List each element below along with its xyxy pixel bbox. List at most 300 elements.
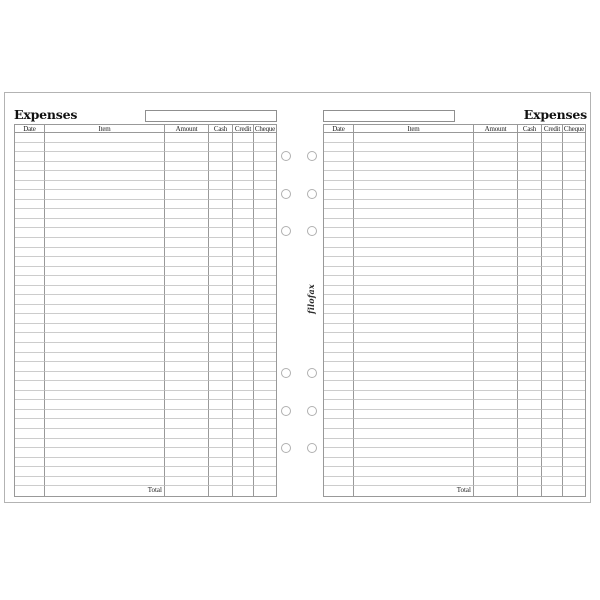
table-cell <box>518 314 542 324</box>
table-cell <box>518 228 542 238</box>
table-cell <box>542 248 563 258</box>
table-cell <box>354 362 474 372</box>
table-cell <box>15 458 45 468</box>
table-cell <box>45 410 165 420</box>
table-cell <box>254 477 276 487</box>
table-cell <box>324 381 354 391</box>
table-cell <box>165 200 209 210</box>
table-cell <box>474 209 518 219</box>
table-cell <box>209 429 233 439</box>
table-cell <box>542 486 563 496</box>
table-cell <box>563 410 585 420</box>
table-cell <box>233 267 254 277</box>
table-cell <box>15 343 45 353</box>
table-cell <box>209 467 233 477</box>
table-cell <box>165 477 209 487</box>
table-cell <box>165 181 209 191</box>
table-cell <box>209 333 233 343</box>
table-cell <box>165 448 209 458</box>
table-cell <box>15 362 45 372</box>
table-cell <box>518 353 542 363</box>
table-cell <box>563 372 585 382</box>
table-cell <box>563 458 585 468</box>
table-cell <box>45 143 165 153</box>
table-cell <box>15 477 45 487</box>
table-cell <box>518 152 542 162</box>
table-cell <box>15 467 45 477</box>
table-cell <box>563 429 585 439</box>
table-cell <box>354 200 474 210</box>
table-cell <box>15 314 45 324</box>
table-cell <box>474 333 518 343</box>
table-cell <box>354 238 474 248</box>
table-cell <box>233 391 254 401</box>
table-cell <box>518 295 542 305</box>
table-cell <box>518 267 542 277</box>
table-cell <box>324 143 354 153</box>
expenses-table-left <box>14 124 277 497</box>
table-cell <box>563 295 585 305</box>
table-cell <box>542 162 563 172</box>
punch-hole <box>307 406 317 416</box>
table-cell <box>542 267 563 277</box>
table-cell <box>254 467 276 477</box>
table-cell <box>354 152 474 162</box>
table-cell <box>209 381 233 391</box>
table-cell <box>209 400 233 410</box>
table-cell <box>474 190 518 200</box>
table-cell <box>474 181 518 191</box>
table-cell <box>542 209 563 219</box>
table-cell <box>165 238 209 248</box>
table-cell <box>518 477 542 487</box>
table-cell <box>209 391 233 401</box>
table-cell <box>354 439 474 449</box>
table-cell <box>233 343 254 353</box>
table-cell <box>474 305 518 315</box>
table-cell <box>15 419 45 429</box>
expenses-refill-spread <box>4 92 591 503</box>
table-cell <box>324 458 354 468</box>
table-cell <box>233 477 254 487</box>
table-cell <box>165 228 209 238</box>
table-cell <box>15 162 45 172</box>
table-cell <box>45 267 165 277</box>
table-cell <box>354 171 474 181</box>
table-cell <box>15 143 45 153</box>
table-cell <box>518 429 542 439</box>
table-cell <box>15 209 45 219</box>
table-cell <box>165 324 209 334</box>
table-cell <box>542 372 563 382</box>
table-cell <box>563 267 585 277</box>
table-cell <box>563 353 585 363</box>
table-cell <box>324 419 354 429</box>
table-cell <box>15 448 45 458</box>
table-cell <box>165 372 209 382</box>
table-cell <box>254 200 276 210</box>
table-cell <box>45 248 165 258</box>
table-cell <box>518 333 542 343</box>
table-cell <box>542 467 563 477</box>
table-cell <box>324 410 354 420</box>
column-header-cheque: Cheque <box>563 125 585 133</box>
table-cell <box>45 343 165 353</box>
table-cell <box>165 143 209 153</box>
table-cell <box>254 190 276 200</box>
table-cell <box>45 219 165 229</box>
table-cell <box>209 410 233 420</box>
table-cell <box>209 477 233 487</box>
table-cell <box>354 353 474 363</box>
table-cell <box>165 248 209 258</box>
table-cell <box>563 171 585 181</box>
table-cell <box>474 324 518 334</box>
table-cell <box>233 152 254 162</box>
table-cell <box>233 400 254 410</box>
table-cell <box>542 295 563 305</box>
page-title-right: Expenses <box>523 107 587 122</box>
table-cell <box>45 200 165 210</box>
table-cell <box>354 305 474 315</box>
table-cell <box>233 314 254 324</box>
table-cell <box>324 391 354 401</box>
table-cell <box>15 257 45 267</box>
table-cell <box>324 133 354 143</box>
table-cell <box>15 410 45 420</box>
table-cell <box>15 238 45 248</box>
table-cell <box>165 286 209 296</box>
table-cell <box>542 381 563 391</box>
table-cell <box>474 381 518 391</box>
table-cell <box>165 276 209 286</box>
table-cell <box>563 305 585 315</box>
table-cell <box>209 486 233 496</box>
table-cell <box>518 448 542 458</box>
table-cell <box>474 219 518 229</box>
table-cell <box>518 190 542 200</box>
table-cell <box>354 448 474 458</box>
table-cell <box>518 467 542 477</box>
column-header-date: Date <box>324 125 354 133</box>
period-entry-box-right <box>323 110 455 122</box>
table-cell <box>165 381 209 391</box>
table-cell <box>45 295 165 305</box>
table-cell <box>165 486 209 496</box>
table-cell <box>354 267 474 277</box>
table-cell <box>474 200 518 210</box>
table-cell <box>518 171 542 181</box>
punch-hole <box>307 151 317 161</box>
table-cell <box>254 429 276 439</box>
table-cell <box>233 238 254 248</box>
table-cell <box>354 133 474 143</box>
table-cell <box>254 458 276 468</box>
table-cell <box>45 286 165 296</box>
table-cell <box>518 343 542 353</box>
table-cell <box>233 219 254 229</box>
table-cell <box>474 467 518 477</box>
table-cell <box>542 324 563 334</box>
table-cell <box>518 439 542 449</box>
table-cell <box>563 152 585 162</box>
table-cell <box>542 333 563 343</box>
table-cell <box>15 324 45 334</box>
table-cell <box>563 362 585 372</box>
table-cell <box>233 372 254 382</box>
table-cell <box>542 314 563 324</box>
table-cell <box>563 181 585 191</box>
table-cell <box>563 276 585 286</box>
table-cell <box>324 324 354 334</box>
table-cell <box>45 181 165 191</box>
table-cell <box>354 257 474 267</box>
table-cell <box>324 248 354 258</box>
table-cell <box>233 305 254 315</box>
table-cell <box>45 400 165 410</box>
period-entry-box-left <box>145 110 277 122</box>
table-cell <box>15 200 45 210</box>
table-cell <box>354 400 474 410</box>
table-cell <box>233 458 254 468</box>
table-cell <box>254 276 276 286</box>
table-cell <box>254 305 276 315</box>
table-cell <box>209 305 233 315</box>
table-cell <box>45 162 165 172</box>
table-cell <box>563 209 585 219</box>
table-cell <box>209 286 233 296</box>
table-cell <box>324 448 354 458</box>
table-cell <box>233 133 254 143</box>
punch-hole <box>281 368 291 378</box>
table-cell <box>324 305 354 315</box>
table-cell <box>165 171 209 181</box>
table-cell <box>474 257 518 267</box>
table-cell <box>209 343 233 353</box>
table-cell <box>324 477 354 487</box>
table-cell <box>563 333 585 343</box>
table-cell <box>209 314 233 324</box>
table-cell <box>542 410 563 420</box>
table-cell <box>209 190 233 200</box>
table-cell <box>474 133 518 143</box>
table-cell <box>45 362 165 372</box>
table-cell <box>165 429 209 439</box>
table-cell <box>233 381 254 391</box>
table-cell <box>542 238 563 248</box>
table-cell <box>165 410 209 420</box>
column-header-amount: Amount <box>474 125 518 133</box>
table-cell <box>15 152 45 162</box>
table-cell <box>15 190 45 200</box>
table-cell <box>563 286 585 296</box>
total-label-cell: Total <box>354 486 474 496</box>
table-cell <box>354 162 474 172</box>
table-cell <box>45 429 165 439</box>
table-cell <box>209 238 233 248</box>
column-header-item: Item <box>354 125 474 133</box>
table-cell <box>209 152 233 162</box>
table-cell <box>563 381 585 391</box>
table-cell <box>254 314 276 324</box>
table-cell <box>542 429 563 439</box>
table-cell <box>518 286 542 296</box>
table-cell <box>563 448 585 458</box>
table-cell <box>165 467 209 477</box>
table-cell <box>254 381 276 391</box>
table-cell <box>209 372 233 382</box>
table-cell <box>15 333 45 343</box>
table-cell <box>45 353 165 363</box>
table-cell <box>15 486 45 496</box>
table-cell <box>354 372 474 382</box>
table-cell <box>209 181 233 191</box>
column-header-credit: Credit <box>233 125 254 133</box>
table-cell <box>474 276 518 286</box>
table-cell <box>165 162 209 172</box>
table-cell <box>15 171 45 181</box>
table-cell <box>165 267 209 277</box>
table-cell <box>474 248 518 258</box>
table-cell <box>563 228 585 238</box>
table-cell <box>254 152 276 162</box>
table-cell <box>474 143 518 153</box>
table-cell <box>563 190 585 200</box>
table-cell <box>209 439 233 449</box>
table-cell <box>474 362 518 372</box>
table-cell <box>254 324 276 334</box>
table-cell <box>542 448 563 458</box>
table-cell <box>15 295 45 305</box>
table-cell <box>165 219 209 229</box>
table-cell <box>254 286 276 296</box>
punch-hole <box>307 189 317 199</box>
column-header-item: Item <box>45 125 165 133</box>
table-cell <box>324 228 354 238</box>
table-cell <box>45 467 165 477</box>
table-cell <box>209 295 233 305</box>
table-cell <box>542 419 563 429</box>
table-cell <box>209 248 233 258</box>
table-cell <box>354 181 474 191</box>
table-cell <box>15 133 45 143</box>
table-cell <box>474 391 518 401</box>
table-cell <box>518 181 542 191</box>
table-cell <box>542 152 563 162</box>
table-cell <box>474 162 518 172</box>
table-cell <box>542 477 563 487</box>
table-cell <box>254 410 276 420</box>
table-cell <box>354 209 474 219</box>
punch-hole <box>281 443 291 453</box>
table-cell <box>233 439 254 449</box>
table-cell <box>324 486 354 496</box>
punch-hole <box>307 368 317 378</box>
table-cell <box>354 143 474 153</box>
table-cell <box>518 219 542 229</box>
table-cell <box>254 439 276 449</box>
table-cell <box>233 324 254 334</box>
table-cell <box>209 267 233 277</box>
table-cell <box>542 143 563 153</box>
table-cell <box>354 391 474 401</box>
table-cell <box>542 343 563 353</box>
table-cell <box>324 286 354 296</box>
table-cell <box>254 162 276 172</box>
punch-hole <box>307 226 317 236</box>
table-cell <box>254 267 276 277</box>
table-cell <box>324 181 354 191</box>
table-cell <box>45 190 165 200</box>
table-cell <box>165 305 209 315</box>
table-cell <box>254 353 276 363</box>
table-cell <box>233 429 254 439</box>
table-cell <box>233 333 254 343</box>
table-cell <box>209 257 233 267</box>
table-cell <box>354 228 474 238</box>
table-cell <box>45 419 165 429</box>
table-cell <box>15 353 45 363</box>
table-cell <box>563 143 585 153</box>
table-cell <box>542 362 563 372</box>
table-cell <box>518 381 542 391</box>
table-cell <box>324 162 354 172</box>
table-cell <box>474 477 518 487</box>
table-cell <box>542 181 563 191</box>
table-cell <box>542 458 563 468</box>
table-cell <box>45 458 165 468</box>
table-cell <box>542 353 563 363</box>
table-cell <box>474 458 518 468</box>
table-cell <box>474 372 518 382</box>
table-cell <box>324 314 354 324</box>
table-cell <box>165 314 209 324</box>
table-cell <box>542 190 563 200</box>
table-cell <box>563 486 585 496</box>
table-cell <box>563 419 585 429</box>
total-label-cell: Total <box>45 486 165 496</box>
table-cell <box>542 391 563 401</box>
column-header-cheque: Cheque <box>254 125 276 133</box>
table-cell <box>233 486 254 496</box>
table-cell <box>518 400 542 410</box>
table-cell <box>518 276 542 286</box>
column-header-date: Date <box>15 125 45 133</box>
table-cell <box>209 200 233 210</box>
table-cell <box>165 295 209 305</box>
table-cell <box>354 467 474 477</box>
table-cell <box>209 419 233 429</box>
table-cell <box>563 238 585 248</box>
table-cell <box>254 400 276 410</box>
table-cell <box>354 324 474 334</box>
table-cell <box>254 257 276 267</box>
table-cell <box>15 267 45 277</box>
table-cell <box>45 439 165 449</box>
table-cell <box>233 276 254 286</box>
table-cell <box>518 362 542 372</box>
table-cell <box>474 267 518 277</box>
table-cell <box>165 133 209 143</box>
table-cell <box>324 439 354 449</box>
table-cell <box>45 448 165 458</box>
table-cell <box>542 200 563 210</box>
table-cell <box>518 372 542 382</box>
table-cell <box>45 209 165 219</box>
table-cell <box>15 219 45 229</box>
table-cell <box>324 372 354 382</box>
table-cell <box>15 372 45 382</box>
